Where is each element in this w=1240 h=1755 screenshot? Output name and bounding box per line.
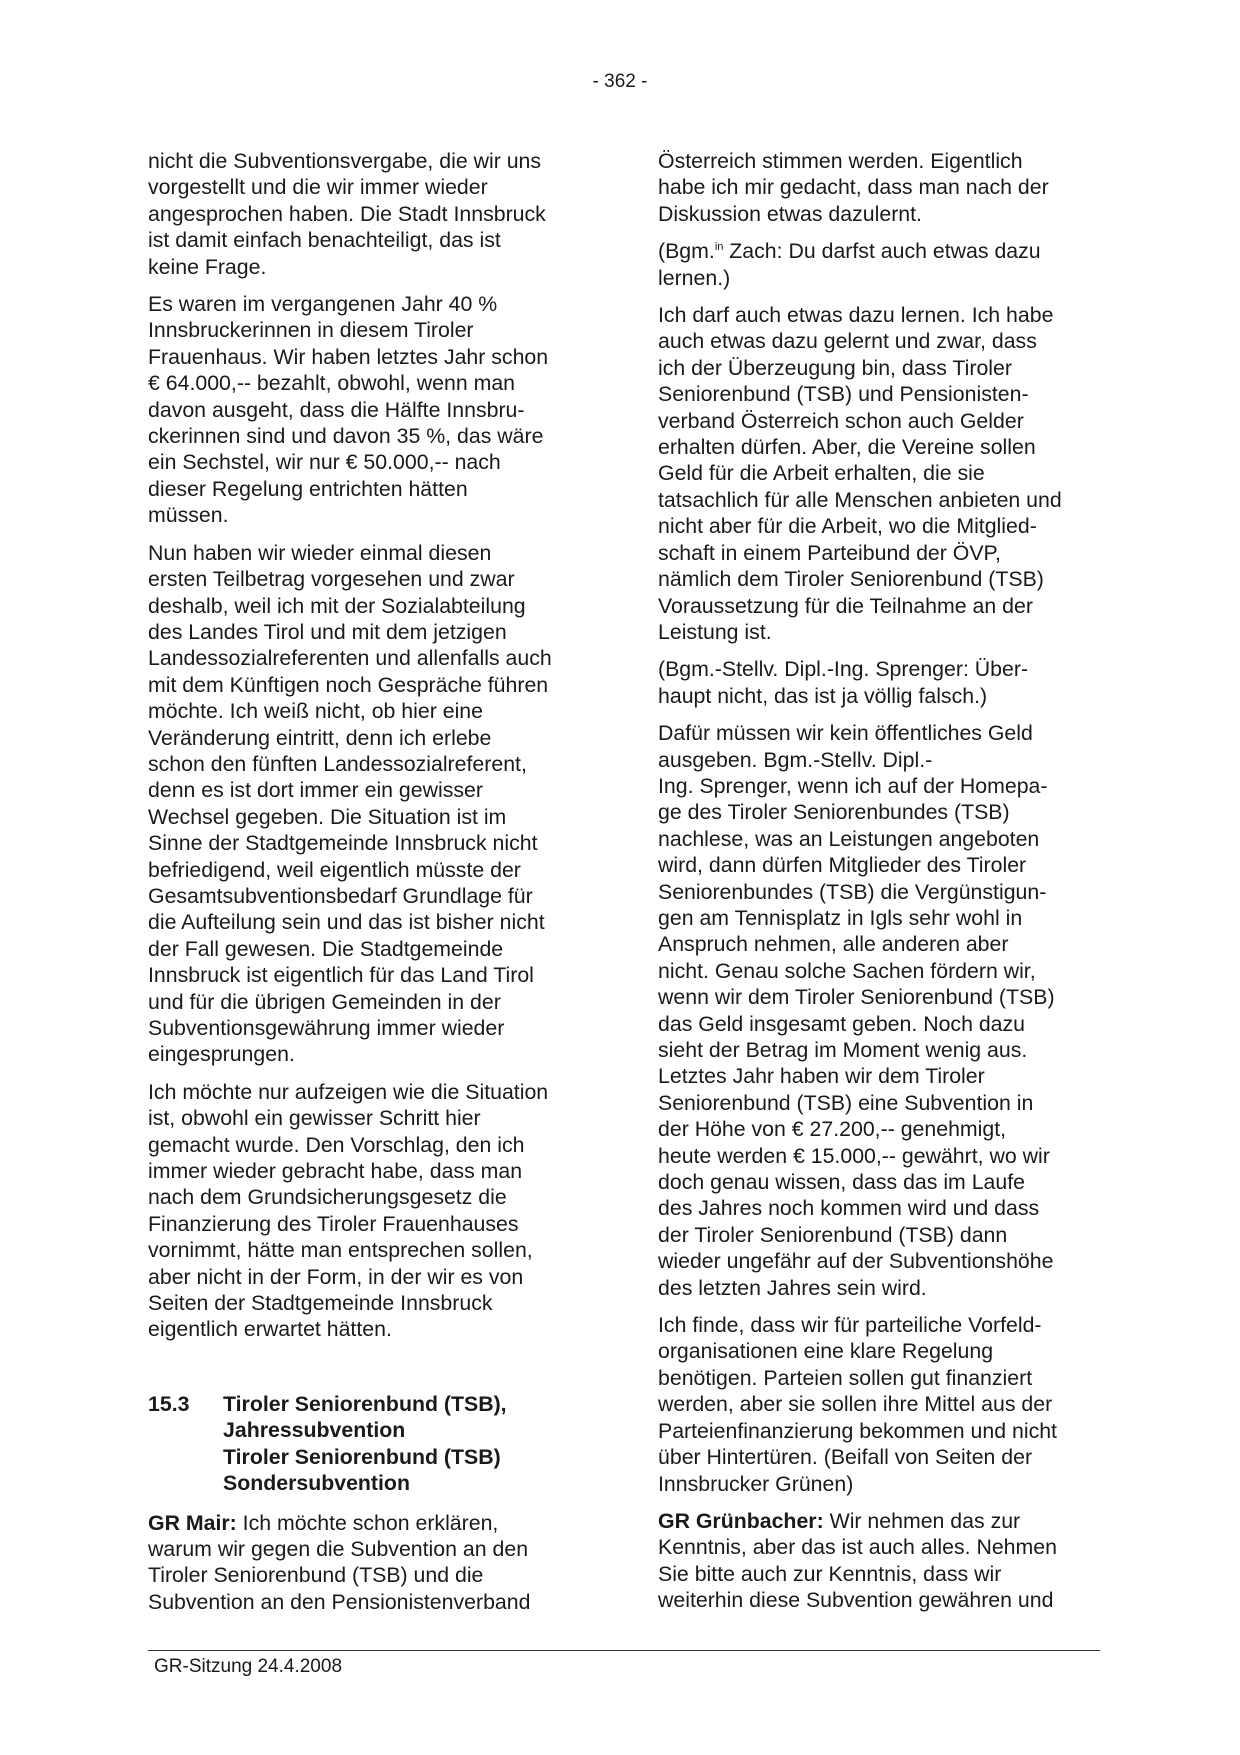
section-number: 15.3 — [148, 1391, 190, 1416]
speaker-name: GR Mair: — [148, 1510, 237, 1535]
paragraph: GR Mair: Ich möchte schon erklären, warum wir gegen die Subvention an den Tiroler Seniorenbund (TSB) und die Subvention an den Pensionistenverband — [148, 1510, 531, 1614]
interjection: (Bgm.-Stellv. Dipl.-Ing. Sprenger: Über- haupt nicht, das ist ja völlig falsch.) — [658, 657, 1029, 708]
paragraph: Ich darf auch etwas dazu lernen. Ich habe auch etwas dazu gelernt und zwar, dass ich der Überzeugung bin, dass Tiroler Seniorenbund (TSB) und Pensionisten- verband Österreich schon auch Gelder erhalten dürfen. Aber, die Vereine sollen Geld für die Arbeit erhalten, die sie tatsachlich für alle Menschen anbieten und nicht aber für die Arbeit, wo die Mitglied- schaft in einem Parteibund der ÖVP, nämlich dem Tiroler Seniorenbund (TSB) Voraussetzung für die Teilnahme an der Leistung ist. — [658, 303, 1062, 644]
page-number: - 362 - — [592, 71, 648, 92]
right-column — [658, 148, 1108, 1625]
paragraph: Dafür müssen wir kein öffentliches Geld ausgeben. Bgm.-Stellv. Dipl.- Ing. Sprenger, wenn ich auf der Homepa- ge des Tiroler Seniorenbundes (TSB) nachlese, was an Leistungen angeboten wird, dann dürfen Mitglieder des Tiroler Seniorenbundes (TSB) die Vergünstigun- gen am Tennisplatz in Igls sehr wohl in Anspruch nehmen, alle anderen aber nicht. Genau solche Sachen fördern wir, wenn wir dem Tiroler Seniorenbund (TSB) das Geld insgesamt geben. Noch dazu sieht der Betrag im Moment wenig aus. Letztes Jahr haben wir dem Tiroler Seniorenbund (TSB) eine Subvention in der Höhe von € 27.200,-- genehmigt, heute werden € 15.000,-- gewährt, wo wir doch genau wissen, dass das im Laufe des Jahres noch kommen wird und dass der Tiroler Seniorenbund (TSB) dann wieder ungefähr auf der Subventionshöhe des letzten Jahres sein wird. — [658, 721, 1055, 1300]
speaker-name: GR Grünbacher: — [658, 1508, 824, 1533]
paragraph: Es waren im vergangenen Jahr 40 % Innsbruckerinnen in diesem Tiroler Frauenhaus. Wir haben letztes Jahr schon € 64.000,-- bezahlt, obwohl, wenn man davon ausgeht, dass die Hälfte Innsbru- ckerinnen sind und davon 35 %, das wäre ein Sechstel, wir nur € 50.000,-- nach dieser Regelung entrichten hätten müssen. — [148, 292, 549, 528]
section-heading — [148, 1391, 588, 1497]
paragraph: nicht die Subventionsvergabe, die wir uns vorgestellt und die wir immer wieder angesprochen haben. Die Stadt Innsbruck ist damit einfach benachteiligt, das ist keine Frage. — [148, 149, 546, 279]
paragraph: Nun haben wir wieder einmal diesen ersten Teilbetrag vorgesehen und zwar deshalb, weil ich mit der Sozialabteilung des Landes Tirol und mit dem jetzigen Landessozialreferenten und allenfalls auch mit dem Künftigen noch Gespräche führen möchte. Ich weiß nicht, ob hier eine Veränderung eintritt, denn ich erlebe schon den fünften Landessozialreferent, denn es ist dort immer ein gewisser Wechsel gegeben. Die Situation ist im Sinne der Stadtgemeinde Innsbruck nicht befriedigend, weil eigentlich müsste der Gesamtsubventionsbedarf Grundlage für die Aufteilung sein und das ist bisher nicht der Fall gewesen. Die Stadtgemeinde Innsbruck ist eigentlich für das Land Tirol und für die übrigen Gemeinden in der Subventionsgewährung immer wieder eingesprungen. — [148, 540, 552, 1067]
left-column — [148, 148, 588, 1626]
paragraph: Österreich stimmen werden. Eigentlich habe ich mir gedacht, dass man nach der Diskussion etwas dazulernt. — [658, 149, 1049, 226]
paragraph: Ich möchte nur aufzeigen wie die Situation ist, obwohl ein gewisser Schritt hier gemacht wurde. Den Vorschlag, den ich immer wieder gebracht habe, dass man nach dem Grundsicherungsgesetz die Finanzierung des Tiroler Frauenhauses vornimmt, hätte man entsprechen sollen, aber nicht in der Form, in der wir es von Seiten der Stadtgemeinde Innsbruck eigentlich erwartet hätten. — [148, 1079, 549, 1342]
footer-text: GR-Sitzung 24.4.2008 — [154, 1656, 343, 1677]
paragraph: Ich finde, dass wir für parteiliche Vorfeld- organisationen eine klare Regelung benötigen. Parteien sollen gut finanziert werden, aber sie sollen ihre Mittel aus der Parteienfinanzierung bekommen und nicht über Hintertüren. (Beifall von Seiten der Innsbrucker Grünen) — [658, 1313, 1057, 1496]
section-title: Tiroler Seniorenbund (TSB), Jahressubvention Tiroler Seniorenbund (TSB) Sondersubvention — [223, 1391, 507, 1496]
paragraph: GR Grünbacher: Wir nehmen das zur Kenntnis, aber das ist auch alles. Nehmen Sie bitte auch zur Kenntnis, dass wir weiterhin diese Subvention gewähren und — [658, 1508, 1057, 1613]
interjection: (Bgm.$^{in}$ Zach: Du darfst auch etwas dazu lernen.) — [658, 239, 1041, 290]
footer-divider — [148, 1650, 1100, 1651]
